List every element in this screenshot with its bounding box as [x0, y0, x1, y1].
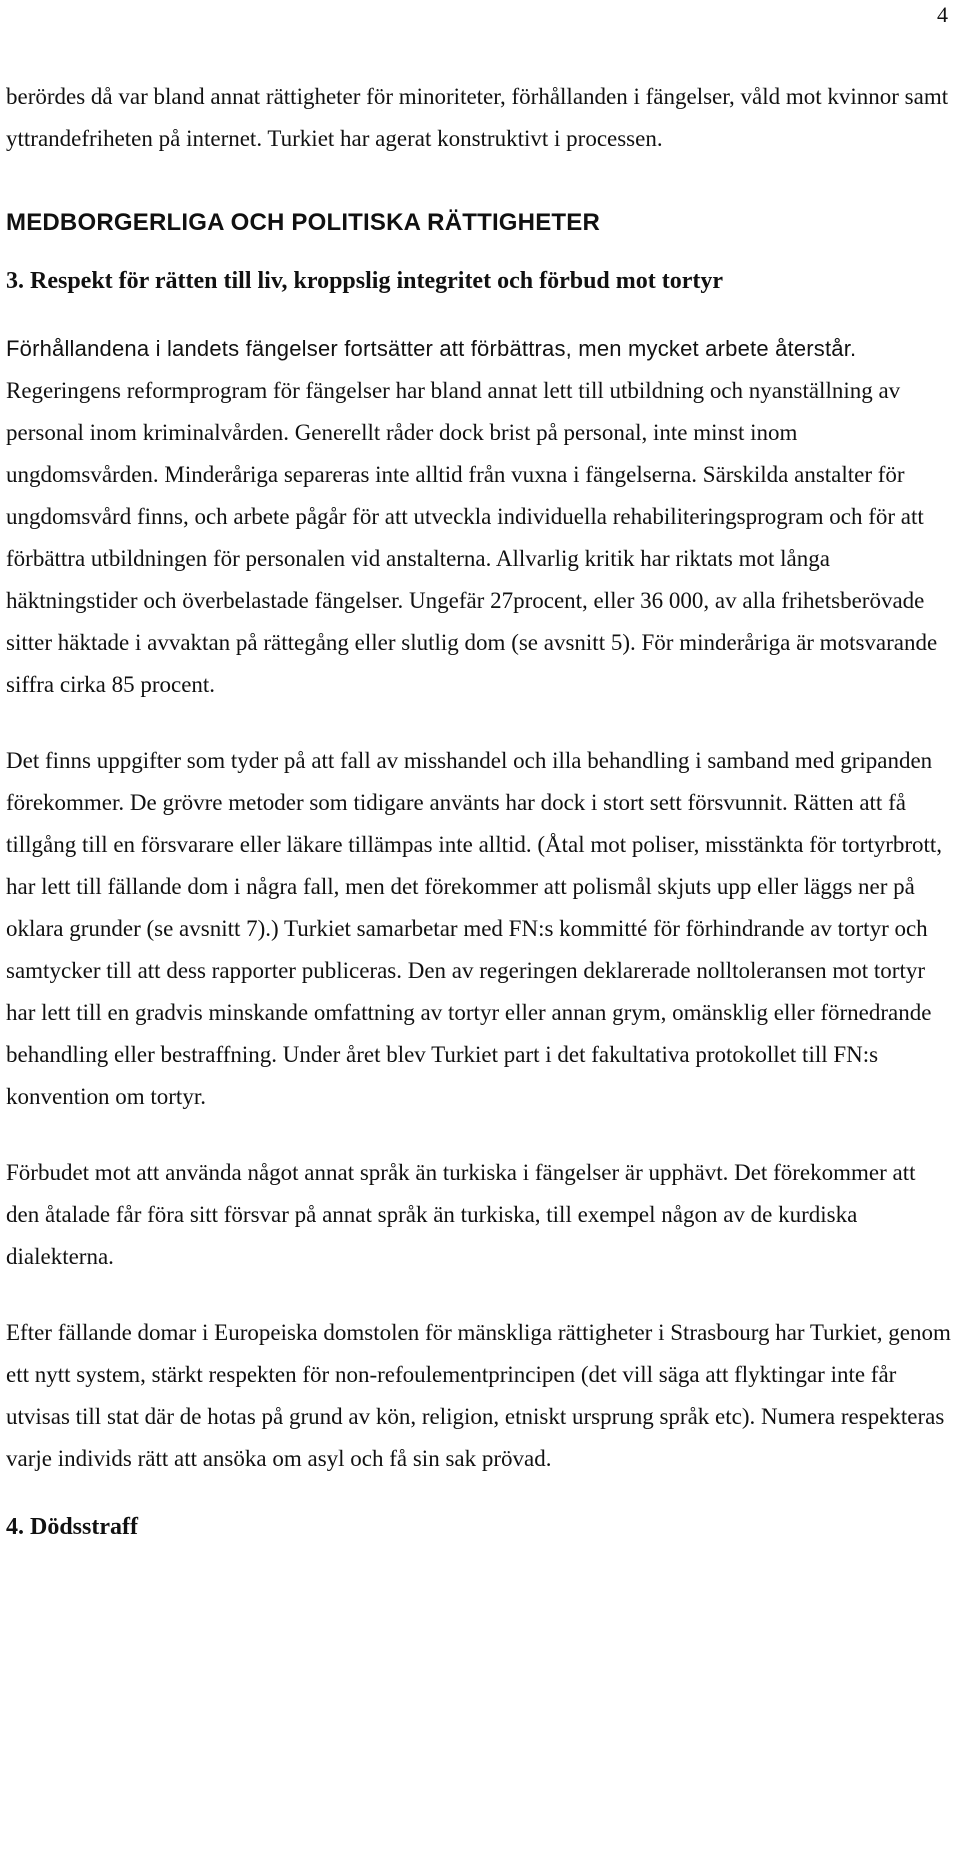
paragraph-prisons-opening: Förhållandena i landets fängelser fortsätter att förbättras, men mycket arbete återstår. [6, 336, 857, 361]
paragraph-torture: Det finns uppgifter som tyder på att fall av misshandel och illa behandling i samband med gripanden förekommer. De grövre metoder som tidigare använts har dock i stort sett försvunnit. Rätten att få tillgång till en försvarare eller läkare tillämpas inte alltid. (Åtal mot poliser, misstänkta för tortyrbrott, har lett till fällande dom i några fall, men det förekommer att polismål skjuts upp eller läggs ner på oklara grunder (se avsnitt 7).) Turkiet samarbetar med FN:s kommitté för förhindrande av tortyr och samtycker till att dess rapporter publiceras. Den av regeringen deklarerade nolltoleransen mot tortyr har lett till en gradvis minskande omfattning av tortyr eller annan grym, omänsklig eller förnedrande behandling eller bestraffning. Under året blev Turkiet part i det fakultativa protokollet till FN:s konvention om tortyr. [6, 748, 943, 1109]
paragraph-prisons [6, 328, 952, 706]
paragraph-language: Förbudet mot att använda något annat språk än turkiska i fängelser är upphävt. Det förekommer att den åtalade får föra sitt försvar på annat språk än turkiska, till exempel någon av de kurdiska dialekterna. [6, 1160, 916, 1269]
section-heading-main: MEDBORGERLIGA OCH POLITISKA RÄTTIGHETER [6, 209, 601, 236]
paragraph-intro: berördes då var bland annat rättigheter för minoriteter, förhållanden i fängelser, våld mot kvinnor samt yttrandefriheten på internet. Turkiet har agerat konstruktivt i processen. [6, 84, 949, 151]
page-number: 4 [937, 2, 948, 27]
page-content [6, 76, 952, 1544]
paragraph-refoulement: Efter fällande domar i Europeiska domstolen för mänskliga rättigheter i Strasbourg har Turkiet, genom ett nytt system, stärkt respekten för non-refoulementprincipen (det vill säga att flyktingar inte får utvisas till stat där de hotas på grund av kön, religion, etniskt ursprung språk etc). Numera respekteras varje individs rätt att ansöka om asyl och få sin sak prövad. [6, 1320, 951, 1471]
paragraph-prisons-body: Regeringens reformprogram för fängelser har bland annat lett till utbildning och nyanställning av personal inom kriminalvården. Generellt råder dock brist på personal, inte minst inom ungdomsvården. Minderåriga separeras inte alltid från vuxna i fängelserna. Särskilda anstalter för ungdomsvård finns, och arbete pågår för att utveckla individuella rehabiliteringsprogram och för att förbättra utbildningen för personalen vid anstalterna. Allvarlig kritik har riktats mot långa häktningstider och överbelastade fängelser. Ungefär 27procent, eller 36 000, av alla frihetsberövade sitter häktade i avvaktan på rättegång eller slutlig dom (se avsnitt 5). För minderåriga är motsvarande siffra cirka 85 procent. [6, 378, 938, 697]
section-heading-3: 3. Respekt för rätten till liv, kroppslig integritet och förbud mot tortyr [6, 268, 724, 294]
section-heading-4: 4. Dödsstraff [6, 1514, 138, 1540]
